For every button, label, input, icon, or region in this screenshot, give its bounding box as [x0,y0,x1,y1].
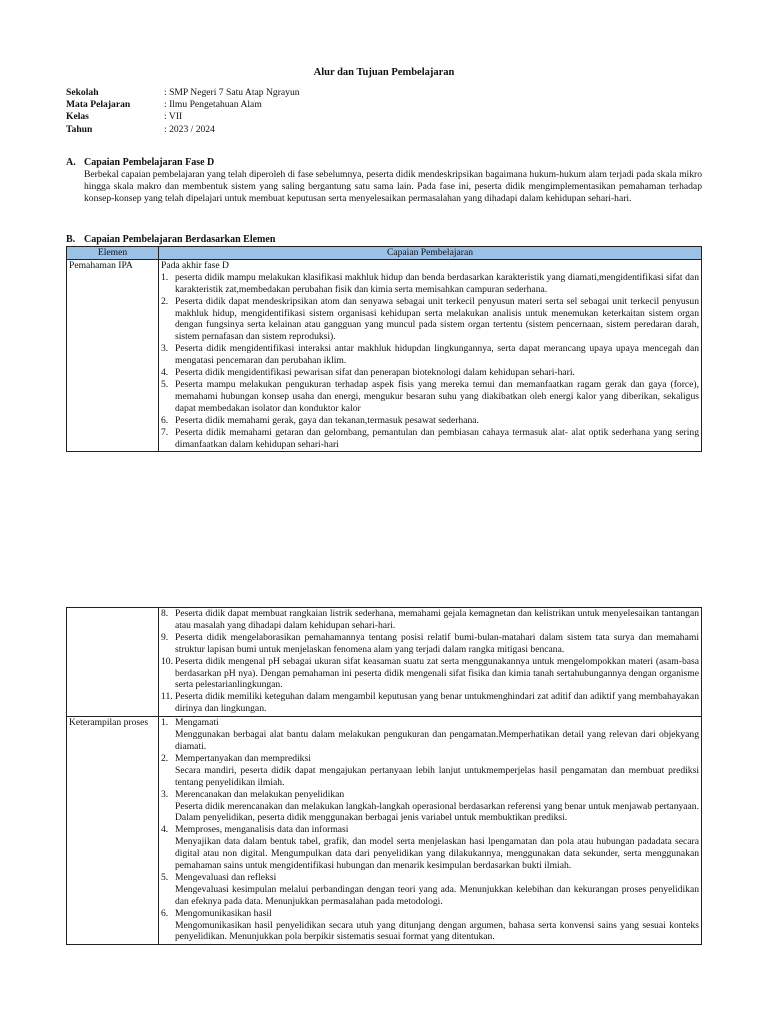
list-item: 6. Peserta didik memahami gerak, gaya dan tekanan,termasuk pesawat sederhana. [161,414,479,426]
school-info-table [66,87,300,136]
table-row-pemahaman [67,259,702,452]
info-label: Mata Pelajaran [66,99,131,111]
section-title: Capaian Pembelajaran Fase D [84,157,215,168]
capaian-list [161,272,699,451]
list-item: 2. Peserta didik dapat mendeskripsikan atom dan senyawa sebagai unit terkecil penyusun materi serta sel sebagai unit terkecil penyusun makhluk hidup, mengidentifikasi sistem organisasi kehidupan serta melakukan analisis untuk menemukan keterkaitan sistem organ dengan fungsinya serta kelainan atau gangguan yang muncul pada sistem organ tertentu (sistem pencernaan, sistem peredaran darah, sistem pernafasan dan sistem reproduksi). [161,295,699,343]
list-item: 4. Memproses, menganalisis data dan informasi Menyajikan data dalam bentuk tabel, grafik, dan model serta menjelaskan hasi lpengamatan dan pola atau hubungan padadata secara digital atau non digital. Mengumpulkan data dari penyelidikan yang dilakukannya, menggunakan data sekunder, serta menggunakan pemahaman sains untuk mengidentifikasi hubungan dan menarik kesimpulan berdasarkan bukti ilmiah. [161,824,699,872]
section-number: A. [66,157,76,168]
item-heading: Mengevaluasi dan refleksi [175,871,277,883]
table-row-keterampilan [67,717,702,945]
list-item: 3. Peserta didik mengidentifikasi interaksi antar makhluk hidupdan lingkungannya, serta dapat merancang upaya upaya mencegah dan mengatasi pencemaran dan perubahan iklim. [161,343,699,367]
document-title: Alur dan Tujuan Pembelajaran [313,67,455,78]
info-value: : 2023 / 2024 [164,123,215,135]
elemen-cell [67,608,159,717]
section-title: Capaian Pembelajaran Berdasarkan Elemen [84,234,276,245]
item-description: Peserta didik merencanakan dan melakukan langkah-langkah operasional berdasarkan referensi yang benar untuk menjawab pertanyaan. Dalam penyelidikan, peserta didik menggunakan berbagai jenis variabel untuk membuktikan prediksi. [175,800,699,824]
column-header-capaian: Capaian Pembelajaran [159,247,702,260]
capaian-list [161,608,699,715]
item-heading: Mengomunikasikan hasil [175,907,272,919]
item-heading: Mempertanyakan dan memprediksi [175,752,311,764]
info-label: Kelas [66,111,89,123]
capaian-intro: Pada akhir fase D [161,259,229,271]
capaian-cell [159,717,702,945]
item-description: Menggunakan berbagai alat bantu dalam melakukan pengukuran dan pengamatan.Memperhatikan detail yang relevan dari objekyang diamati. [175,729,699,752]
list-item: 1. peserta didik mampu melakukan klasifikasi makhluk hidup dan benda berdasarkan karakteristik yang diamati,mengidentifikasi sifat dan karakteristik zat,membedakan perubahan fisik dan kimia serta memisahkan campuran sederhana. [161,271,699,295]
list-item: 5. Peserta mampu melakukan pengukuran terhadap aspek fisis yang mereka temui dan memanfaatkan ragam gerak dan gaya (force), memahami hubungan konsep usaha dan energi, mengukur besaran suhu yang diakibatkan oleh energi kalor yang diberikan, sekaligus dapat membedakan isolator dan konduktor kalor [161,378,699,414]
section-b-heading [66,234,275,246]
list-item: 7. Peserta didik memahami getaran dan gelombang, pemantulan dan pembiasan cahaya termasuk alat- alat optik sederhana yang sering dimanfaatkan dalam kehidupan sehari-hari [161,426,699,450]
list-item: 5. Mengevaluasi dan refleksi Mengevaluasi kesimpulan melalui perbandingan dengan teori yang ada. Menunjukkan kelebihan dan kekurangan proses penyelidikan dan efeknya pada data. Menunjukkan permasalahan pada metodologi. [161,871,699,907]
item-description: Menyajikan data dalam bentuk tabel, grafik, dan model serta menjelaskan hasi lpengamatan dan pola atau hubungan padadata secara digital atau non digital. Mengumpulkan data dari penyelidikan yang dilakukannya, menggunakan data sekunder, serta menggunakan pemahaman sains untuk mengidentifikasi hubungan dan menarik kesimpulan berdasarkan bukti ilmiah. [175,836,699,872]
capaian-table-page-2 [66,607,702,945]
elemen-cell: Pemahaman IPA [67,259,159,452]
item-description: Secara mandiri, peserta didik dapat mengajukan pertanyaan lebih lanjut untukmemperjelas hasil pengamatan dan membuat prediksi tentang penyelidikan ilmiah. [175,764,699,788]
list-item: 11. Peserta didik memiliki keteguhan dalam mengambil keputusan yang benar untukmenghindari zat aditif dan adiktif yang membahayakan dirinya dan lingkungan. [161,691,699,715]
list-item: 4. Peserta didik mengidentifikasi pewarisan sifat dan penerapan bioteknologi dalam kehidupan sehari-hari. [161,367,575,379]
info-value: : Ilmu Pengetahuan Alam [164,99,262,111]
info-row-mata-pelajaran [66,99,300,111]
column-header-elemen: Elemen [67,247,159,260]
item-heading: Memproses, menganalisis data dan informasi [175,824,349,836]
item-description: Mengevaluasi kesimpulan melalui perbandingan dengan teori yang ada. Menunjukkan kelebihan dan kekurangan proses penyelidikan dan efeknya pada data. Menunjukkan permasalahan pada metodologi. [175,883,699,907]
section-a-heading [66,157,214,169]
item-description: Mengomunikasikan hasil penyelidikan secara utuh yang ditunjang dengan argumen, bahasa serta konvensi sains yang sesuai konteks penyelidikan. Menunjukkan pola berpikir sistematis sesuai format yang ditentukan. [175,919,699,943]
info-label: Tahun [66,123,93,135]
capaian-table-page-1 [66,246,702,452]
list-item: 6. Mengomunikasikan hasil Mengomunikasikan hasil penyelidikan secara utuh yang ditunjang dengan argumen, bahasa serta konvensi sains yang sesuai konteks penyelidikan. Menunjukkan pola berpikir sistematis sesuai format yang ditentukan. [161,907,699,943]
info-row-kelas [66,111,300,123]
info-label: Sekolah [66,87,99,98]
item-heading: Mengamati [175,717,219,729]
info-value: : VII [164,111,183,123]
elemen-cell: Keterampilan proses [67,717,159,945]
info-row-tahun [66,124,300,136]
info-row-sekolah [66,87,300,99]
list-item: 8. Peserta didik dapat membuat rangkaian listrik sederhana, memahami gejala kemagnetan dan kelistrikan untuk menyelesaikan tantangan atau masalah yang dihadapi dalam kehidupan sehari-hari. [161,608,699,631]
table-row-pemahaman-continued [67,608,702,717]
list-item: 10. Peserta didik mengenal pH sebagai ukuran sifat keasaman suatu zat serta menggunakannya untuk mengelompokkan materi (asam-basa berdasarkan pH nya). Dengan pemahaman ini peserta didik mengenali sifat fisika dan kimia tanah sertahubungannya dengan organisme serta pelestarianlingkungan. [161,655,699,691]
list-item: 2. Mempertanyakan dan memprediksi Secara mandiri, peserta didik dapat mengajukan pertanyaan lebih lanjut untukmemperjelas hasil pengamatan dan membuat prediksi tentang penyelidikan ilmiah. [161,752,699,788]
keterampilan-list [161,717,699,943]
list-item: 1. Mengamati Menggunakan berbagai alat bantu dalam melakukan pengukuran dan pengamatan.Memperhatikan detail yang relevan dari objekyang diamati. [161,717,699,752]
list-item: 3. Merencanakan dan melakukan penyelidikan Peserta didik merencanakan dan melakukan langkah-langkah operasional berdasarkan referensi yang benar untuk menjawab pertanyaan. Dalam penyelidikan, peserta didik menggunakan berbagai jenis variabel untuk membuktikan prediksi. [161,788,699,824]
table-header-row [67,247,702,260]
section-a-paragraph: Berbekal capaian pembelajaran yang telah diperoleh di fase sebelumnya, peserta didik mendeskripsikan bagaimana hukum-hukum alam terjadi pada skala mikro hingga skala makro dan membentuk sistem yang saling bergantung satu sama lain. Pada fase ini, peserta didik mengimplementasikan pemahaman terhadap konsep-konsep yang telah dipelajari untuk membuat keputusan serta menyelesaikan permasalahan yang dihadapi dalam kehidupan sehari-hari. [84,169,702,205]
item-heading: Merencanakan dan melakukan penyelidikan [175,788,345,800]
capaian-cell [159,259,702,452]
section-number: B. [66,234,76,245]
info-value: : SMP Negeri 7 Satu Atap Ngrayun [164,87,300,98]
list-item: 9. Peserta didik mengelaborasikan pemahamannya tentang posisi relatif bumi-bulan-matahari dalam sistem tata surya dan memahami struktur lapisan bumi untuk menjelaskan fenomena alam yang terjadi dalam rangka mitigasi bencana. [161,631,699,655]
capaian-cell [159,608,702,717]
